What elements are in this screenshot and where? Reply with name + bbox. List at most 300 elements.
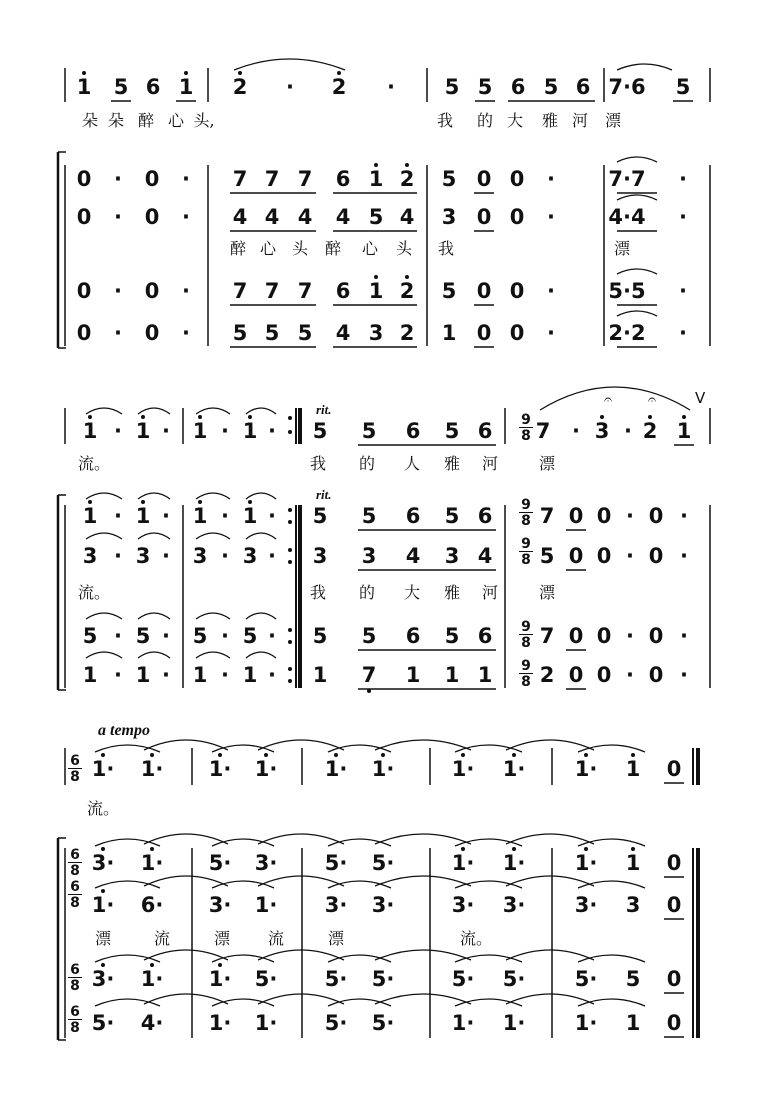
a-tempo-marking: a tempo [98, 722, 150, 739]
note: 4· [140, 1011, 164, 1035]
note: · [221, 624, 229, 648]
note: 3 [444, 544, 460, 568]
lyric-syllable: 流。 [459, 929, 493, 948]
note: 6 [335, 167, 351, 191]
note: 2 [399, 321, 415, 345]
slur-tie [258, 994, 344, 1004]
note: 1· [208, 967, 232, 991]
slur-tie [258, 834, 344, 844]
note: 0 [144, 167, 160, 191]
note: 2 [642, 419, 658, 443]
note: 5 [312, 624, 328, 648]
fermata-icon: 𝄐 [604, 392, 612, 408]
slur-tie [246, 613, 276, 619]
note: 5 [82, 624, 98, 648]
note: 5· [502, 967, 526, 991]
slur-tie [86, 652, 122, 658]
lyric-syllable: 大 [506, 111, 524, 130]
note: 7·7 [608, 167, 646, 191]
slur-tie [212, 881, 274, 888]
note: 0 [648, 663, 664, 687]
note: 5 [625, 967, 641, 991]
note: 1· [91, 757, 115, 781]
note: · [680, 624, 688, 648]
slur-tie [196, 613, 230, 619]
slur-tie [506, 876, 594, 886]
note: 4 [335, 321, 351, 345]
slur-tie [86, 493, 122, 499]
note: 0 [596, 544, 612, 568]
slur-tie [196, 408, 230, 414]
time-signature-9-8: 9 8 [519, 413, 533, 443]
slur-tie [617, 269, 657, 274]
note: 1· [451, 1011, 475, 1035]
note: · [114, 663, 122, 687]
note: 1 [192, 663, 208, 687]
slur-tie [196, 652, 230, 658]
note: 0 [509, 321, 525, 345]
note: 5· [371, 1011, 395, 1035]
slur-tie [144, 876, 228, 886]
note: · [221, 419, 229, 443]
note: 1· [140, 757, 164, 781]
note: 3 [625, 893, 641, 917]
time-signature-6-8: 6 8 [68, 963, 82, 993]
note: · [679, 167, 687, 191]
note: 5 [543, 75, 559, 99]
lyric-syllable: 流。 [86, 799, 120, 818]
note: 3 [82, 544, 98, 568]
note: 3 [242, 544, 258, 568]
note: 1· [91, 893, 115, 917]
slur-tie [328, 955, 391, 962]
note: 1· [574, 757, 598, 781]
note: 1 [192, 419, 208, 443]
slur-tie [95, 999, 160, 1006]
slur-tie [578, 881, 645, 888]
note: 1 [405, 663, 421, 687]
lyric-syllable: 心 [167, 111, 185, 130]
slur-tie [375, 876, 471, 886]
note: 3 [361, 544, 377, 568]
slur-tie [506, 950, 594, 960]
note: · [221, 663, 229, 687]
note: 0 [476, 167, 492, 191]
note: 5· [574, 967, 598, 991]
note: 4 [264, 205, 280, 229]
lyric-syllable: 心 [259, 239, 277, 258]
note: 6 [477, 504, 493, 528]
note: 6 [405, 504, 421, 528]
note: · [162, 419, 170, 443]
slur-tie [212, 745, 274, 752]
note: 6 [335, 279, 351, 303]
note: 0 [666, 851, 682, 875]
note: · [626, 504, 634, 528]
slur-tie [375, 994, 471, 1004]
lyric-syllable: 流。 [77, 454, 111, 473]
note: 1 [477, 663, 493, 687]
note: 4·4 [608, 205, 646, 229]
note: 5· [371, 851, 395, 875]
slur-tie [328, 839, 391, 846]
time-signature-6-8: 6 8 [68, 1005, 82, 1035]
note: · [182, 321, 190, 345]
note: · [626, 624, 634, 648]
lyric-syllable: 漂 [327, 929, 345, 948]
note: 6 [510, 75, 526, 99]
octave-dot [288, 430, 292, 434]
note: · [547, 167, 555, 191]
time-signature-9-8: 9 8 [519, 537, 533, 567]
note: 1· [254, 1011, 278, 1035]
lyric-syllable: 醉 [137, 111, 155, 130]
note: 1· [208, 1011, 232, 1035]
note: · [680, 544, 688, 568]
note: 2 [232, 75, 248, 99]
note: · [286, 75, 294, 99]
note: 5· [371, 967, 395, 991]
note: 1· [502, 1011, 526, 1035]
note: 0 [509, 205, 525, 229]
lyric-syllable: 的 [358, 454, 376, 473]
note: · [114, 279, 122, 303]
time-signature-9-8: 9 8 [519, 498, 533, 528]
slur-tie [506, 834, 594, 844]
note: 1 [82, 504, 98, 528]
octave-dot [288, 508, 292, 512]
note: 1· [208, 757, 232, 781]
note: 1 [82, 419, 98, 443]
note: 3· [91, 967, 115, 991]
note: 5· [451, 967, 475, 991]
octave-dot [288, 520, 292, 524]
lyric-syllable: 流 [267, 929, 285, 948]
note: 3· [371, 893, 395, 917]
note: 1 [444, 663, 460, 687]
note: 1 [242, 663, 258, 687]
lyric-syllable: 朵 [107, 111, 125, 130]
note: · [679, 205, 687, 229]
note: 5 [675, 75, 691, 99]
note: 3 [135, 544, 151, 568]
note: 5· [254, 967, 278, 991]
note: 5 [135, 624, 151, 648]
breath-mark: V [695, 389, 706, 407]
note: 1 [76, 75, 92, 99]
note: · [680, 663, 688, 687]
slur-tie [578, 839, 645, 846]
lyric-syllable: 漂 [604, 111, 622, 130]
note: · [114, 624, 122, 648]
note: 5 [477, 75, 493, 99]
note: · [162, 504, 170, 528]
lyric-syllable: 心 [361, 239, 379, 258]
note: 0 [76, 279, 92, 303]
note: · [114, 205, 122, 229]
lyric-syllable: 头, [193, 111, 215, 130]
note: 0 [76, 205, 92, 229]
note: 0 [596, 663, 612, 687]
note: 1 [312, 663, 328, 687]
note: 0 [476, 279, 492, 303]
octave-dot [288, 416, 292, 420]
note: 0 [568, 624, 584, 648]
note: 0 [509, 279, 525, 303]
note: 7·6 [608, 75, 646, 99]
note: · [387, 75, 395, 99]
note: 0 [568, 504, 584, 528]
slur-tie [246, 533, 276, 539]
slur-tie [328, 999, 391, 1006]
time-signature-6-8: 6 8 [68, 880, 82, 910]
note: 1 [368, 167, 384, 191]
slur-tie [328, 881, 391, 888]
lyric-syllable: 河 [481, 454, 499, 473]
note: · [268, 544, 276, 568]
note: 1· [254, 893, 278, 917]
slur-tie [258, 876, 344, 886]
note: 7 [535, 419, 551, 443]
note: 5 [444, 75, 460, 99]
slur-tie [540, 387, 690, 410]
lyric-syllable: 大 [403, 583, 421, 602]
lyric-syllable: 我 [437, 239, 455, 258]
note: 1 [178, 75, 194, 99]
slur-tie [375, 740, 471, 750]
note: 0 [568, 544, 584, 568]
slur-tie [578, 955, 645, 962]
note: 5 [312, 419, 328, 443]
octave-dot [288, 560, 292, 564]
lyric-syllable: 流。 [77, 583, 111, 602]
note: 0 [648, 544, 664, 568]
slur-tie [455, 745, 522, 752]
lyric-syllable: 漂 [613, 239, 631, 258]
note: · [162, 624, 170, 648]
note: 7 [264, 167, 280, 191]
note: 5 [312, 504, 328, 528]
time-signature-6-8: 6 8 [68, 848, 82, 878]
lyric-syllable: 醉 [229, 239, 247, 258]
note: 5 [242, 624, 258, 648]
note: 2 [539, 663, 555, 687]
slur-tie [86, 408, 122, 414]
note: · [680, 504, 688, 528]
slur-tie [95, 881, 160, 888]
note: 3· [574, 893, 598, 917]
note: 5 [444, 504, 460, 528]
note: 1 [242, 504, 258, 528]
note: 1· [451, 851, 475, 875]
slur-tie [196, 533, 230, 539]
note: 7 [264, 279, 280, 303]
note: 6 [145, 75, 161, 99]
note: 0 [76, 167, 92, 191]
octave-dot [288, 679, 292, 683]
note: · [182, 205, 190, 229]
lyric-syllable: 河 [481, 583, 499, 602]
slur-tie [212, 999, 274, 1006]
note: 3· [91, 851, 115, 875]
note: 1· [451, 757, 475, 781]
slur-tie [328, 745, 391, 752]
slur-tie [138, 652, 170, 658]
note: 3 [441, 205, 457, 229]
note: 4 [399, 205, 415, 229]
lyric-syllable: 朵 [81, 111, 99, 130]
note: · [221, 544, 229, 568]
note: 1· [254, 757, 278, 781]
slur-tie [455, 955, 522, 962]
note: 1· [140, 967, 164, 991]
lyric-syllable: 雅 [541, 111, 559, 130]
note: 5 [444, 624, 460, 648]
note: 7 [297, 279, 313, 303]
note: 4 [477, 544, 493, 568]
note: 5 [361, 624, 377, 648]
slur-tie [144, 950, 228, 960]
note: 6 [405, 624, 421, 648]
slur-tie [234, 59, 345, 70]
note: 1 [192, 504, 208, 528]
lyric-syllable: 醉 [324, 239, 342, 258]
lyric-syllable: 雅 [443, 454, 461, 473]
slur-tie [144, 740, 228, 750]
note: 6 [477, 419, 493, 443]
note: 5 [264, 321, 280, 345]
note: · [114, 504, 122, 528]
note: 5 [192, 624, 208, 648]
lyric-syllable: 头 [291, 239, 309, 258]
note: 3 [312, 544, 328, 568]
note: 7 [539, 624, 555, 648]
note: 4 [232, 205, 248, 229]
lyric-syllable: 我 [436, 111, 454, 130]
note: 0 [476, 205, 492, 229]
note: 0 [666, 893, 682, 917]
note: 3 [368, 321, 384, 345]
note: 5·5 [608, 279, 646, 303]
note: 0 [666, 757, 682, 781]
note: 2 [399, 279, 415, 303]
note: 7 [297, 167, 313, 191]
slur-tie [617, 157, 657, 162]
slur-tie [246, 493, 276, 499]
note: 0 [144, 205, 160, 229]
slur-tie [144, 834, 228, 844]
note: 5 [297, 321, 313, 345]
note: 5 [441, 279, 457, 303]
octave-dot [288, 640, 292, 644]
slur-tie [212, 955, 274, 962]
slur-tie [212, 839, 274, 846]
note: 4 [297, 205, 313, 229]
note: 3 [594, 419, 610, 443]
time-signature-6-8: 6 8 [68, 754, 82, 784]
note: · [114, 321, 122, 345]
note: · [162, 544, 170, 568]
note: 3· [451, 893, 475, 917]
lyric-syllable: 漂 [538, 583, 556, 602]
note: 7 [232, 167, 248, 191]
note: 5 [361, 504, 377, 528]
slur-tie [95, 745, 160, 752]
lyric-syllable: 河 [571, 111, 589, 130]
lyric-syllable: 漂 [94, 929, 112, 948]
note: 3· [502, 893, 526, 917]
note: 1· [574, 851, 598, 875]
note: 1 [135, 504, 151, 528]
note: · [268, 504, 276, 528]
note: 6· [140, 893, 164, 917]
note: 2·2 [608, 321, 646, 345]
note: 6 [405, 419, 421, 443]
slur-tie [95, 839, 160, 846]
note: 5· [324, 967, 348, 991]
lyric-syllable: 我 [309, 583, 327, 602]
note: 0 [596, 504, 612, 528]
note: 1· [140, 851, 164, 875]
slur-tie [138, 533, 170, 539]
time-signature-9-8: 9 8 [519, 659, 533, 689]
note: 0 [509, 167, 525, 191]
note: 5· [208, 851, 232, 875]
slur-tie [617, 195, 657, 200]
note: · [547, 205, 555, 229]
note: · [547, 279, 555, 303]
slur-tie [138, 613, 170, 619]
note: · [162, 663, 170, 687]
slur-tie [144, 994, 228, 1004]
note: · [624, 419, 632, 443]
note: · [268, 663, 276, 687]
fermata-icon: 𝄐 [648, 392, 656, 408]
note: 0 [144, 321, 160, 345]
lyric-syllable: 的 [358, 583, 376, 602]
slur-tie [246, 408, 276, 414]
slur-tie [258, 740, 344, 750]
rit-marking-2: rit. [316, 487, 332, 502]
lyric-syllable: 人 [403, 454, 421, 473]
slur-tie [138, 408, 170, 414]
note: 2 [331, 75, 347, 99]
note: · [268, 624, 276, 648]
slur-tie [375, 834, 471, 844]
note: · [268, 419, 276, 443]
note: 4 [405, 544, 421, 568]
slur-tie [578, 745, 645, 752]
note: 1· [574, 1011, 598, 1035]
slur-tie [617, 311, 657, 316]
note: 6 [477, 624, 493, 648]
slur-tie [95, 955, 160, 962]
note: 0 [648, 624, 664, 648]
note: · [182, 167, 190, 191]
lyric-syllable: 的 [476, 111, 494, 130]
note: 0 [476, 321, 492, 345]
note: 5 [361, 419, 377, 443]
note: 3· [324, 893, 348, 917]
note: 4 [335, 205, 351, 229]
note: · [114, 544, 122, 568]
note: · [679, 279, 687, 303]
note: 6 [575, 75, 591, 99]
note: 1· [371, 757, 395, 781]
note: · [182, 279, 190, 303]
note: 1 [82, 663, 98, 687]
note: · [114, 419, 122, 443]
